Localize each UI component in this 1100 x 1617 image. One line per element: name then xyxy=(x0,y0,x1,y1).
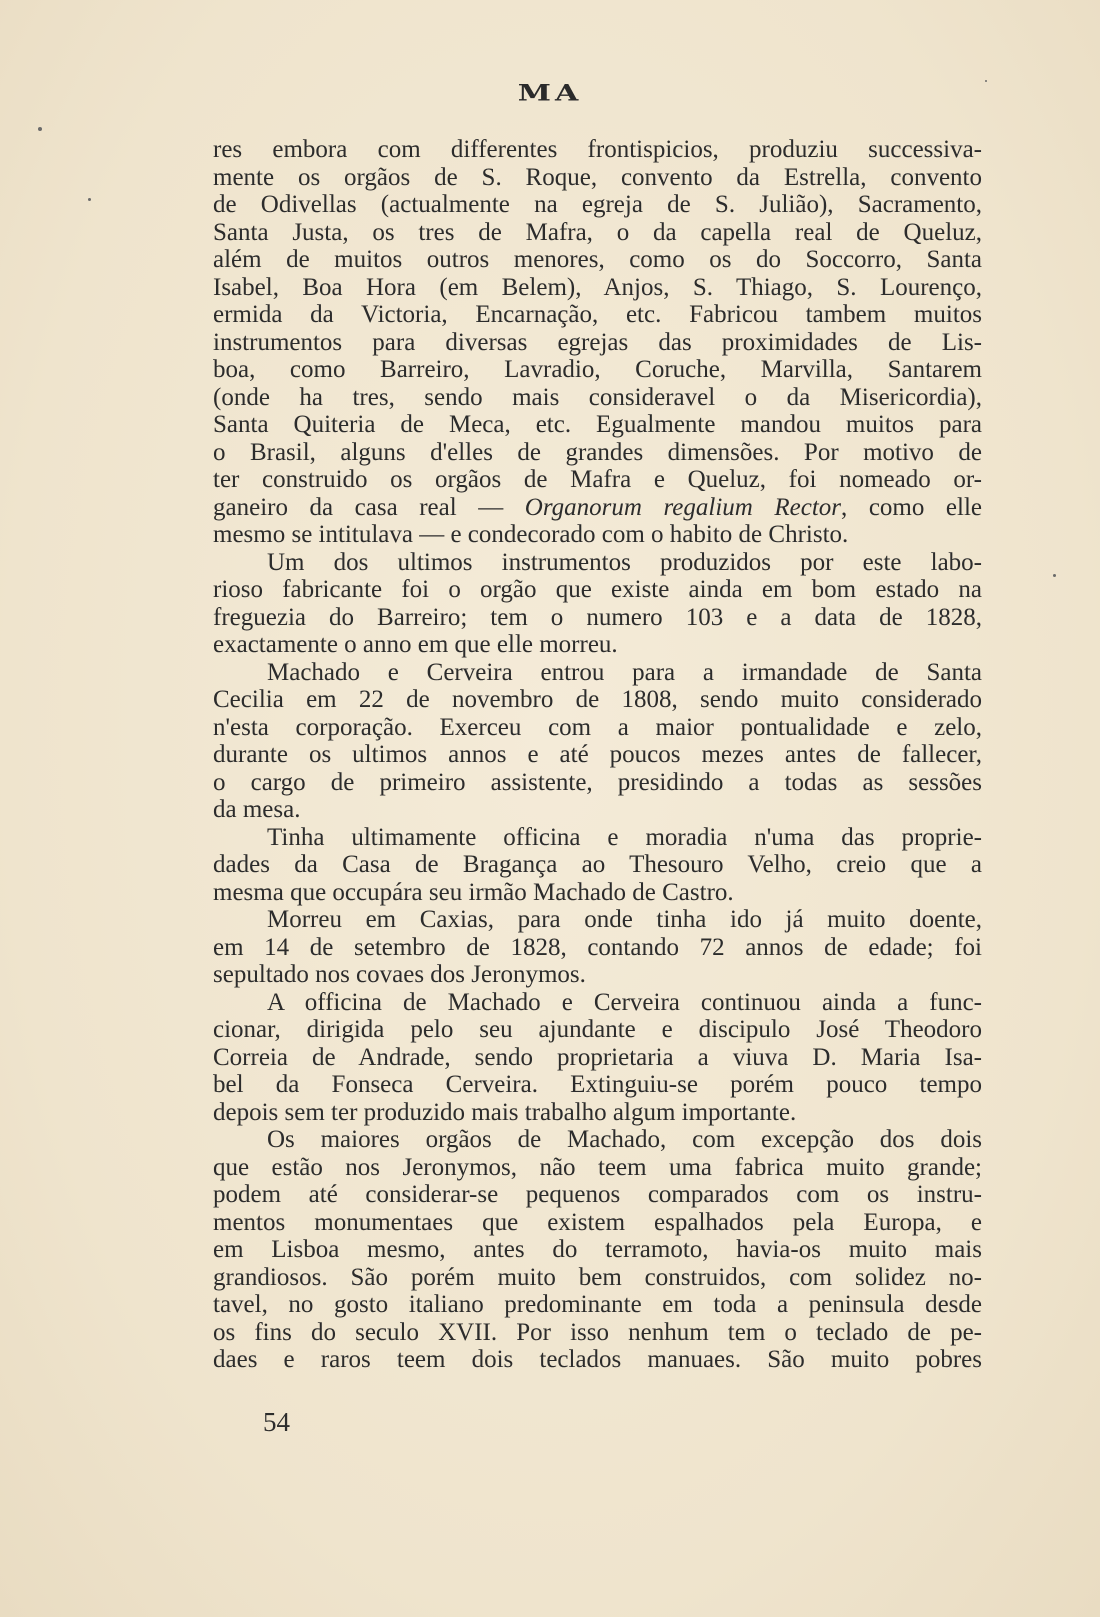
text-line: Correia de Andrade, sendo proprietaria a viuva D. Maria Isa- xyxy=(213,1043,982,1071)
text-line: exactamente o anno em que elle morreu. xyxy=(213,631,618,658)
text-line: daes e raros teem dois teclados manuaes. São muito pobres xyxy=(213,1346,982,1373)
text-line: os fins do seculo XVII. Por isso nenhum tem o teclado de pe- xyxy=(213,1318,982,1346)
text-line: Cecilia em 22 de novembro de 1808, sendo muito considerado xyxy=(213,686,982,713)
text-line: A officina de Machado e Cerveira continuou ainda a func- xyxy=(267,988,982,1016)
paper-speck xyxy=(38,127,42,131)
text-line: mente os orgãos de S. Roque, convento da Estrella, convento xyxy=(213,163,982,191)
text-line: da mesa. xyxy=(213,796,301,823)
text-line: Machado e Cerveira entrou para a irmandade de Santa xyxy=(267,658,982,686)
text-line: rioso fabricante foi o orgão que existe ainda em bom estado na xyxy=(213,576,982,603)
text-line: boa, como Barreiro, Lavradio, Coruche, Marvilla, Santarem xyxy=(213,356,982,383)
text-line: cionar, dirigida pelo seu ajundante e discipulo José Theodoro xyxy=(213,1016,982,1043)
text-line: tavel, no gosto italiano predominante em toda a peninsula desde xyxy=(213,1291,982,1318)
text-line: (onde ha tres, sendo mais consideravel o da Misericordia), xyxy=(213,383,982,411)
text-line: res embora com differentes frontispicios, produziu successiva- xyxy=(213,136,982,163)
text-line: ermida da Victoria, Encarnação, etc. Fabricou tambem muitos xyxy=(213,301,982,328)
text-line: Isabel, Boa Hora (em Belem), Anjos, S. Thiago, S. Lourenço, xyxy=(213,273,982,301)
text-line: ter construido os orgãos de Mafra e Queluz, foi nomeado or- xyxy=(213,466,982,493)
text-line: em Lisboa mesmo, antes do terramoto, havia-os muito mais xyxy=(213,1236,982,1263)
text-line: freguezia do Barreiro; tem o numero 103 e a data de 1828, xyxy=(213,603,982,631)
text-line: durante os ultimos annos e até poucos mezes antes de fallecer, xyxy=(213,741,982,768)
text-line: instrumentos para diversas egrejas das proximidades de Lis- xyxy=(213,328,982,356)
body-text xyxy=(213,136,982,1374)
paper-speck xyxy=(1053,574,1056,577)
text-line: mesma que occupára seu irmão Machado de Castro. xyxy=(213,878,734,906)
text-line: o Brasil, alguns d'elles de grandes dimensões. Por motivo de xyxy=(213,438,982,466)
text-line: o cargo de primeiro assistente, presidindo a todas as sessões xyxy=(213,768,982,796)
text-line: Um dos ultimos instrumentos produzidos por este labo- xyxy=(267,548,982,576)
text-line: mesmo se intitulava — e condecorado com o habito de Christo. xyxy=(213,521,849,548)
text-line: Tinha ultimamente officina e moradia n'uma das proprie- xyxy=(267,823,982,851)
text-line xyxy=(213,494,982,522)
text-line: dades da Casa de Bragança ao Thesouro Velho, creio que a xyxy=(213,851,982,878)
text-line: de Odivellas (actualmente na egreja de S. Julião), Sacramento, xyxy=(213,191,982,218)
text-line: além de muitos outros menores, como os do Soccorro, Santa xyxy=(213,246,982,273)
text-line: sepultado nos covaes dos Jeronymos. xyxy=(213,961,586,988)
text-line: Santa Quiteria de Meca, etc. Egualmente mandou muitos para xyxy=(213,411,982,438)
text-line: que estão nos Jeronymos, não teem uma fabrica muito grande; xyxy=(213,1153,982,1181)
italic-title: Organorum regalium Rector xyxy=(524,493,842,521)
text-line: n'esta corporação. Exerceu com a maior pontualidade e zelo, xyxy=(213,713,982,741)
text-segment: ganeiro da casa real — xyxy=(213,493,525,521)
text-line: bel da Fonseca Cerveira. Extinguiu-se porém pouco tempo xyxy=(213,1071,982,1098)
text-line: Os maiores orgãos de Machado, com excepção dos dois xyxy=(267,1126,982,1153)
text-line: grandiosos. São porém muito bem construidos, com solidez no- xyxy=(213,1263,982,1291)
running-head: MA xyxy=(517,80,583,107)
text-line: mentos monumentaes que existem espalhados pela Europa, e xyxy=(213,1208,982,1236)
text-line: Morreu em Caxias, para onde tinha ido já muito doente, xyxy=(267,906,982,933)
text-line: Santa Justa, os tres de Mafra, o da capella real de Queluz, xyxy=(213,218,982,246)
page-number: 54 xyxy=(263,1407,290,1437)
text-line: depois sem ter produzido mais trabalho algum importante. xyxy=(213,1098,797,1126)
text-line: podem até considerar-se pequenos comparados com os instru- xyxy=(213,1181,982,1208)
paper-speck xyxy=(985,80,987,82)
text-segment: , como elle xyxy=(841,493,982,521)
text-line: em 14 de setembro de 1828, contando 72 annos de edade; foi xyxy=(213,933,982,961)
paper-speck xyxy=(88,198,91,201)
